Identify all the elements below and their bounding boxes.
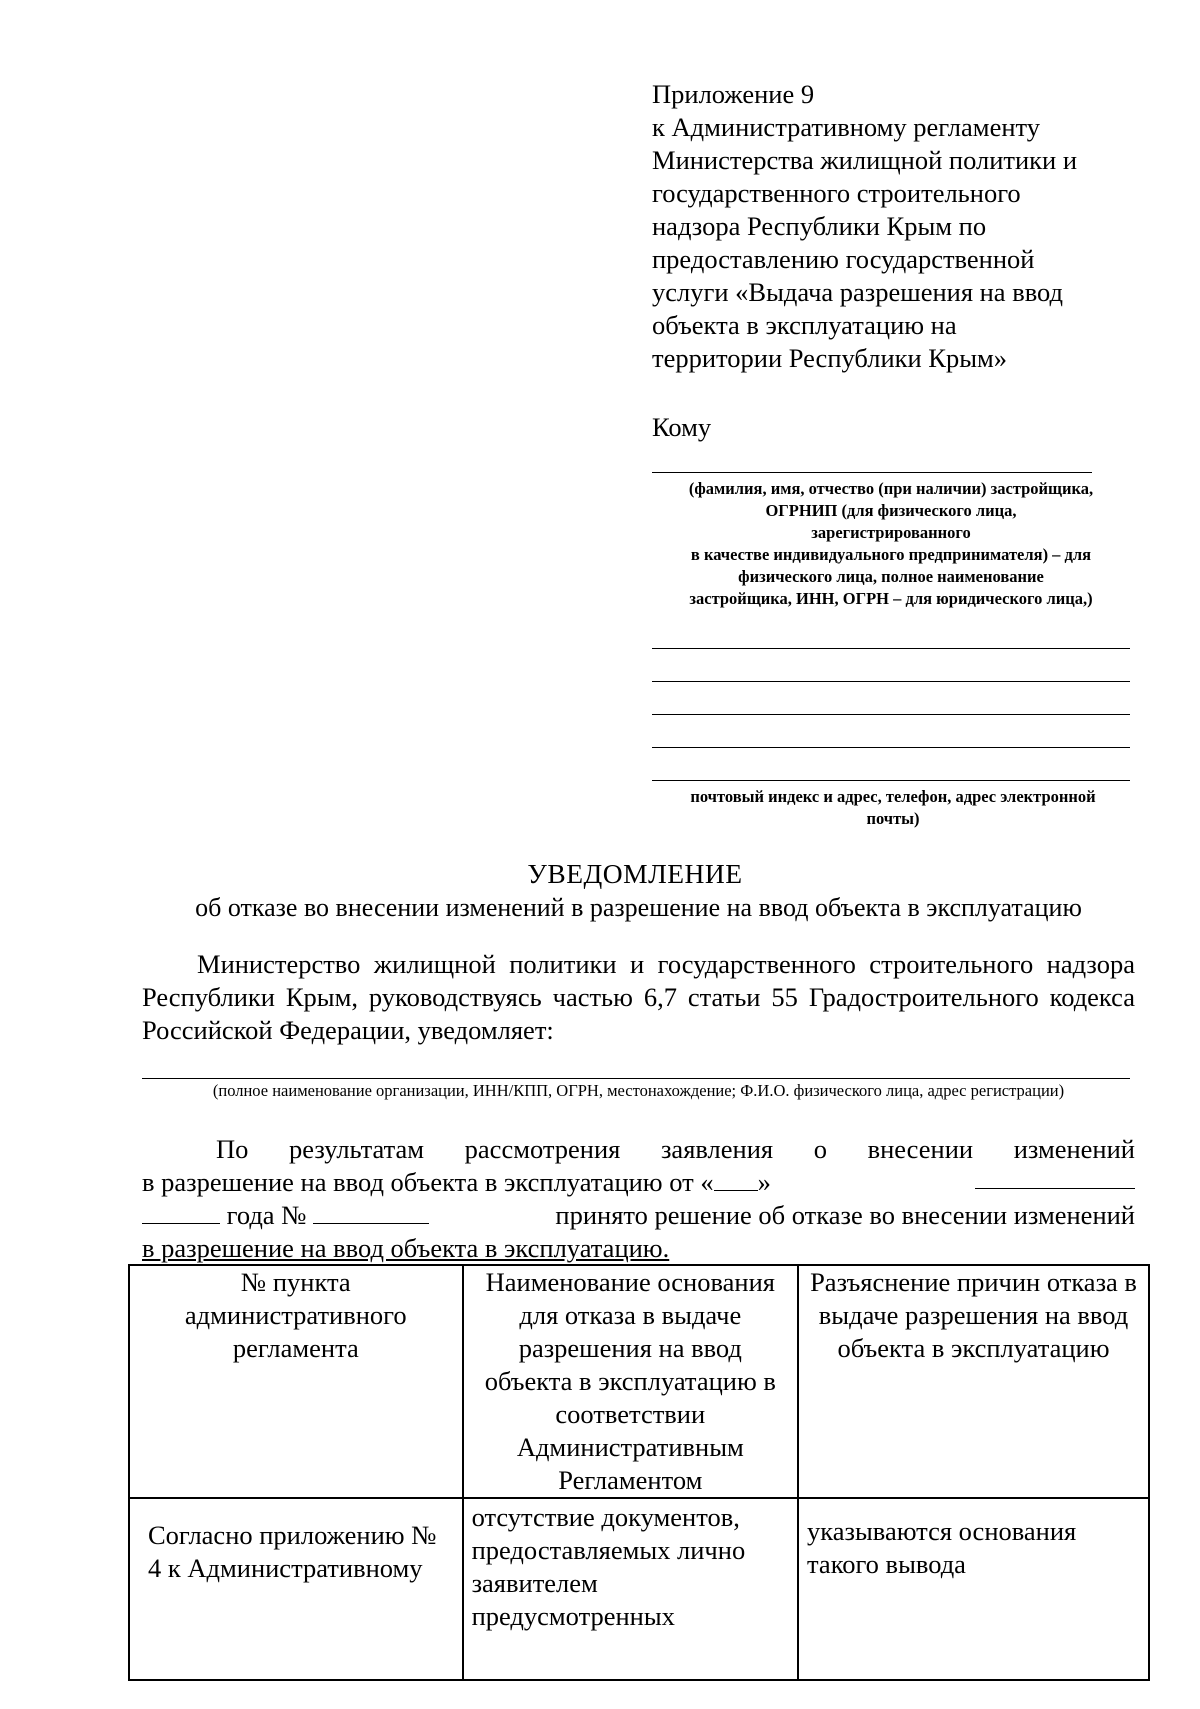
organization-caption: (полное наименование организации, ИНН/КПП, ОГРН, местонахождение; Ф.И.О. физического лица, адрес регистрации) [212,1081,1065,1100]
decision-line-2 [142,1166,1135,1199]
appendix-line: Приложение 9 [652,79,815,109]
decision-paragraph [142,1133,1135,1265]
word: По [216,1134,249,1164]
word: результатам [289,1134,425,1164]
refusal-reasons-table [128,1264,1150,1681]
appendix-line: государственного строительного [652,178,1021,208]
address-line [652,714,1130,715]
day-blank [714,1168,758,1191]
document-subtitle: об отказе во внесении изменений в разрешение на ввод объекта в эксплуатацию [195,893,1082,922]
date-fragment [142,1166,771,1199]
year-blank [142,1201,220,1224]
appendix-line: надзора Республики Крым по [652,211,987,241]
decision-text: года № [226,1200,307,1230]
table-row [129,1498,1149,1680]
caption-line: застройщика, ИНН, ОГРН – для юридического лица,) [689,589,1093,608]
caption-line: физического лица, полное наименование [738,567,1044,586]
table-cell: отсутствие документов, предоставляемых лично заявителем предусмотренных [463,1498,798,1680]
decision-text: » [757,1167,771,1197]
appendix-line: территории Республики Крым» [652,343,1008,373]
table-header-row [129,1265,1149,1498]
table-header-cell: Разъяснение причин отказа в выдаче разрешения на ввод объекта в эксплуатацию [798,1265,1149,1498]
caption-line: почты) [866,809,920,828]
word: внесении [867,1134,974,1164]
decision-line-3 [142,1199,1135,1232]
appendix-line: услуги «Выдача разрешения на ввод [652,277,1064,307]
caption-line: (фамилия, имя, отчество (при наличии) застройщика, [688,479,1094,498]
decision-text: в разрешение на ввод объекта в эксплуатацию. [142,1233,670,1263]
table-header-cell: Наименование основания для отказа в выдаче разрешения на ввод объекта в эксплуатацию в соответствии Административным Регламентом [463,1265,798,1498]
word: о [813,1134,827,1164]
notice-paragraph [142,948,1135,1047]
table-cell: Согласно приложению № 4 к Административному [129,1498,463,1680]
appendix-line: предоставлению государственной [652,244,1035,274]
decision-line-4 [142,1232,1135,1265]
year-fragment [142,1199,429,1232]
address-line [652,681,1130,682]
caption-line: почтовый индекс и адрес, телефон, адрес электронной [690,787,1096,806]
address-line [652,747,1130,748]
address-line [652,780,1130,781]
address-caption [648,786,1138,830]
recipient-caption [648,478,1134,610]
appendix-header [652,78,1122,375]
appendix-line: Министерства жилищной политики и [652,145,1078,175]
address-line [652,648,1130,649]
recipient-name-line [652,472,1092,473]
number-blank [313,1201,429,1224]
decision-text: принято решение об отказе во внесении изменений [555,1200,1135,1230]
caption-line: в качестве индивидуального предпринимателя) – для [690,545,1092,564]
decision-line-1 [142,1133,1135,1166]
word: изменений [1013,1134,1135,1164]
organization-line [142,1078,1130,1079]
caption-line: ОГРНИП (для физического лица, [765,501,1017,520]
recipient-label: Кому [652,412,712,442]
table-cell: указываются основания такого вывода [798,1498,1149,1680]
notice-paragraph-text: Министерство жилищной политики и государственного строительного надзора Республики Крым, руководствуясь частью 6,7 статьи 55 Градостроительного кодекса Российской Федерации, уведомляет: [142,949,1135,1045]
word: рассмотрения [464,1134,621,1164]
document-title: УВЕДОМЛЕНИЕ [527,858,743,889]
appendix-line: объекта в эксплуатацию на [652,310,957,340]
word: заявления [660,1134,774,1164]
month-blank [975,1166,1135,1189]
caption-line: зарегистрированного [811,523,971,542]
decision-text: в разрешение на ввод объекта в эксплуатацию от « [142,1167,714,1197]
appendix-line: к Административному регламенту [652,112,1040,142]
table-header-cell: № пункта административного регламента [129,1265,463,1498]
